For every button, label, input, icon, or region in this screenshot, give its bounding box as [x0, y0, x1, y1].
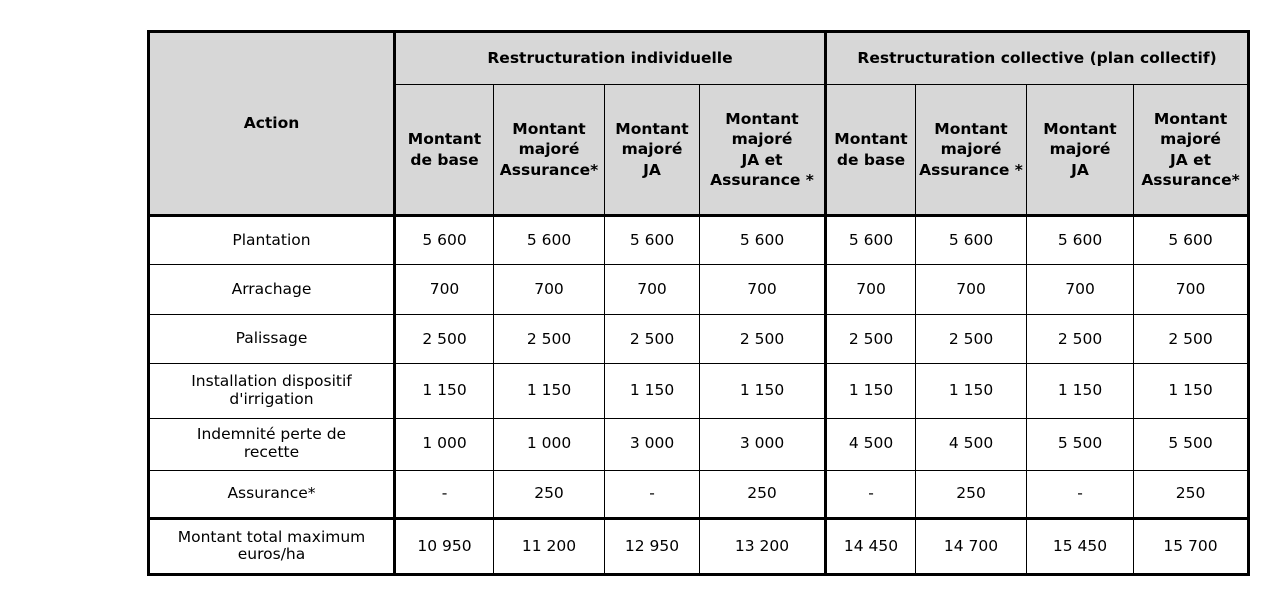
- row-value-cell: 1 150: [826, 364, 916, 418]
- header-col-line: majoré: [940, 140, 1002, 159]
- row-value-cell: 3 000: [700, 418, 826, 470]
- table-body: [149, 216, 1249, 575]
- row-value-cell: 3 000: [605, 418, 700, 470]
- row-action-label: [149, 216, 395, 265]
- table-row: [149, 418, 1249, 470]
- table-row: [149, 364, 1249, 418]
- row-action-line: recette: [243, 443, 300, 462]
- row-value-cell: 1 150: [605, 364, 700, 418]
- row-value-cell: 2 500: [395, 315, 494, 364]
- row-action-line: d'irrigation: [229, 389, 314, 408]
- header-col-line: majoré: [518, 140, 580, 159]
- row-value-cell: 5 600: [494, 216, 605, 265]
- row-value-cell: 12 950: [605, 518, 700, 574]
- aid-amounts-table-container: [147, 30, 1247, 576]
- header-group-collective: [826, 32, 1249, 85]
- row-value-cell: 2 500: [700, 315, 826, 364]
- header-col-line: Montant: [512, 120, 586, 139]
- row-value-cell: -: [395, 470, 494, 518]
- row-action-label: [149, 315, 395, 364]
- header-col-individual-2: [494, 85, 605, 216]
- header-col-line: majoré: [731, 130, 793, 149]
- row-action-label: [149, 470, 395, 518]
- table-row: [149, 470, 1249, 518]
- row-action-line: Arrachage: [231, 279, 312, 298]
- header-col-line: Montant: [725, 110, 799, 129]
- header-col-line: majoré: [621, 140, 683, 159]
- row-value-cell: 700: [395, 265, 494, 315]
- header-col-line: de base: [836, 150, 906, 169]
- row-value-cell: 700: [1027, 265, 1134, 315]
- row-value-cell: 2 500: [1027, 315, 1134, 364]
- row-value-cell: 2 500: [1134, 315, 1249, 364]
- row-value-cell: 15 700: [1134, 518, 1249, 574]
- row-value-cell: 700: [700, 265, 826, 315]
- header-col-line: majoré: [1160, 130, 1221, 149]
- row-value-cell: 5 600: [916, 216, 1027, 265]
- row-action-line: Assurance*: [227, 483, 316, 502]
- header-col-individual-1: [395, 85, 494, 216]
- header-col-collective-4: [1134, 85, 1249, 216]
- row-value-cell: 5 600: [1134, 216, 1249, 265]
- row-action-line: Installation dispositif: [191, 372, 352, 391]
- header-col-line: Montant: [834, 130, 908, 149]
- header-action-label: Action: [243, 113, 300, 132]
- row-action-line: Montant total maximum: [177, 527, 366, 546]
- row-value-cell: 1 150: [916, 364, 1027, 418]
- row-value-cell: 14 450: [826, 518, 916, 574]
- row-value-cell: 2 500: [826, 315, 916, 364]
- row-value-cell: 1 150: [700, 364, 826, 418]
- row-value-cell: 5 500: [1134, 418, 1249, 470]
- row-value-cell: 13 200: [700, 518, 826, 574]
- row-action-label: [149, 364, 395, 418]
- header-col-line: JA et: [741, 150, 783, 169]
- aid-amounts-table: [147, 30, 1250, 576]
- row-value-cell: -: [605, 470, 700, 518]
- row-value-cell: 2 500: [605, 315, 700, 364]
- row-action-label: [149, 518, 395, 574]
- row-value-cell: 1 150: [1134, 364, 1249, 418]
- header-col-line: JA et: [1169, 150, 1212, 169]
- row-value-cell: 15 450: [1027, 518, 1134, 574]
- row-value-cell: 14 700: [916, 518, 1027, 574]
- row-value-cell: -: [1027, 470, 1134, 518]
- row-value-cell: 4 500: [916, 418, 1027, 470]
- header-row-groups: [149, 32, 1249, 85]
- header-group-individual: [395, 32, 826, 85]
- table-row: [149, 315, 1249, 364]
- header-col-line: Montant: [934, 120, 1008, 139]
- header-col-line: de base: [410, 150, 479, 169]
- header-col-line: Assurance*: [499, 160, 599, 179]
- row-value-cell: 10 950: [395, 518, 494, 574]
- table-row: [149, 216, 1249, 265]
- header-col-line: JA: [643, 160, 661, 179]
- row-value-cell: 2 500: [916, 315, 1027, 364]
- row-value-cell: 700: [494, 265, 605, 315]
- row-value-cell: -: [826, 470, 916, 518]
- header-col-collective-1: [826, 85, 916, 216]
- row-action-line: Palissage: [235, 329, 308, 348]
- row-value-cell: 250: [916, 470, 1027, 518]
- row-value-cell: 700: [826, 265, 916, 315]
- row-action-line: euros/ha: [237, 545, 306, 564]
- row-action-line: Plantation: [232, 230, 311, 249]
- header-col-line: JA: [1071, 160, 1089, 179]
- header-group-individual-label: Restructuration individuelle: [487, 48, 733, 67]
- row-action-line: Indemnité perte de: [196, 425, 347, 444]
- header-col-line: Montant: [615, 120, 689, 139]
- header-action: [149, 32, 395, 216]
- row-value-cell: 1 000: [395, 418, 494, 470]
- header-col-line: Assurance *: [710, 170, 814, 189]
- row-value-cell: 5 500: [1027, 418, 1134, 470]
- row-value-cell: 700: [605, 265, 700, 315]
- row-value-cell: 5 600: [605, 216, 700, 265]
- row-value-cell: 1 150: [395, 364, 494, 418]
- table-row: [149, 265, 1249, 315]
- row-value-cell: 250: [700, 470, 826, 518]
- row-value-cell: 4 500: [826, 418, 916, 470]
- row-value-cell: 250: [494, 470, 605, 518]
- header-col-line: Montant: [407, 130, 482, 149]
- row-value-cell: 700: [1134, 265, 1249, 315]
- row-action-label: [149, 265, 395, 315]
- row-value-cell: 1 150: [1027, 364, 1134, 418]
- row-value-cell: 250: [1134, 470, 1249, 518]
- header-col-line: Assurance*: [1141, 170, 1240, 189]
- header-col-collective-3: [1027, 85, 1134, 216]
- row-value-cell: 5 600: [826, 216, 916, 265]
- row-value-cell: 1 150: [494, 364, 605, 418]
- row-value-cell: 5 600: [395, 216, 494, 265]
- header-col-individual-4: [700, 85, 826, 216]
- row-value-cell: 11 200: [494, 518, 605, 574]
- header-col-collective-2: [916, 85, 1027, 216]
- row-value-cell: 5 600: [700, 216, 826, 265]
- row-value-cell: 2 500: [494, 315, 605, 364]
- row-value-cell: 1 000: [494, 418, 605, 470]
- header-col-line: Montant: [1043, 120, 1117, 139]
- row-value-cell: 700: [916, 265, 1027, 315]
- row-action-label: [149, 418, 395, 470]
- header-col-individual-3: [605, 85, 700, 216]
- table-row: [149, 518, 1249, 574]
- header-col-line: Assurance *: [919, 160, 1023, 179]
- header-col-line: majoré: [1049, 140, 1111, 159]
- header-group-collective-label: Restructuration collective (plan collectif): [857, 48, 1217, 67]
- row-value-cell: 5 600: [1027, 216, 1134, 265]
- header-col-line: Montant: [1153, 110, 1228, 129]
